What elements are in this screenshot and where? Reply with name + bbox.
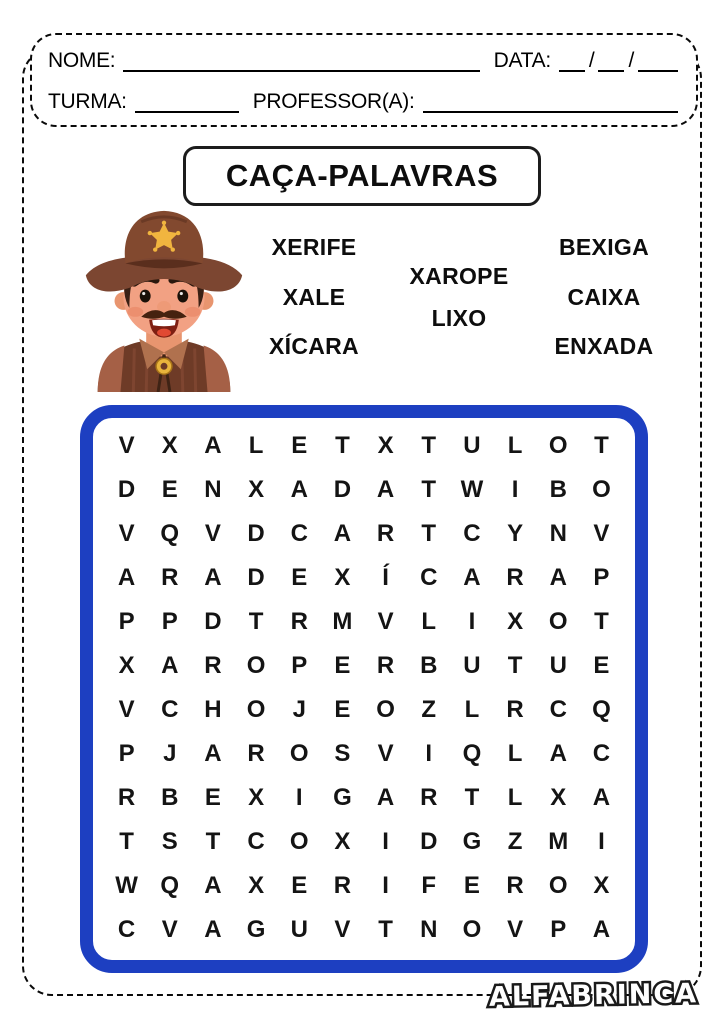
grid-cell: E xyxy=(291,564,308,591)
grid-cell: B xyxy=(549,476,567,503)
date-year-line xyxy=(638,48,678,72)
grid-cell: R xyxy=(506,696,524,723)
grid-cell: X xyxy=(334,828,351,855)
grid-cell: G xyxy=(462,828,482,855)
grid-cell: R xyxy=(420,784,438,811)
word-item: BEXIGA xyxy=(559,234,649,260)
grid-cell: C xyxy=(161,696,179,723)
grid-cell: P xyxy=(118,740,135,767)
grid-cell: V xyxy=(118,696,135,723)
grid-cell: U xyxy=(290,916,308,943)
grid-cell: C xyxy=(463,520,481,547)
grid-cell: T xyxy=(421,520,437,547)
grid-cell: G xyxy=(246,916,266,943)
word-item: ENXADA xyxy=(554,333,654,359)
grid-cell: R xyxy=(161,564,179,591)
date-label: DATA: xyxy=(493,48,551,72)
grid-cell: V xyxy=(507,916,524,943)
grid-cell: Y xyxy=(507,520,524,547)
grid-cell: D xyxy=(247,520,265,547)
grid-cell: O xyxy=(548,608,568,635)
grid-cell: O xyxy=(376,696,395,723)
grid-cell: C xyxy=(247,828,265,855)
grid-cell: N xyxy=(204,476,222,503)
grid-cell: W xyxy=(460,476,484,503)
grid-cell: L xyxy=(507,784,523,811)
grid-cell: A xyxy=(204,740,222,767)
word-item: CAIXA xyxy=(567,283,641,310)
grid-cell: I xyxy=(382,872,389,899)
grid-cell: J xyxy=(163,740,177,767)
word-item: XALE xyxy=(282,283,346,310)
worksheet-title-box xyxy=(183,146,541,206)
grid-cell: T xyxy=(205,828,221,855)
brand-logo: ALFABRINCA xyxy=(488,978,699,1013)
grid-cell: E xyxy=(291,872,308,899)
grid-cell: D xyxy=(333,476,352,503)
grid-cell: G xyxy=(333,784,352,811)
grid-cell: Q xyxy=(592,696,611,723)
grid-cell: A xyxy=(549,740,567,767)
grid-cell: C xyxy=(290,520,308,547)
name-date-row xyxy=(48,48,678,72)
grid-cell: O xyxy=(592,476,611,503)
grid-cell: L xyxy=(248,432,264,459)
grid-cell: R xyxy=(117,784,136,811)
grid-cell: D xyxy=(420,828,438,855)
word-column-2 xyxy=(403,236,515,358)
grid-cell: T xyxy=(421,432,437,459)
grid-cell: T xyxy=(119,828,134,855)
grid-cell: V xyxy=(377,740,394,767)
grid-cell: A xyxy=(592,916,611,943)
grid-cell: R xyxy=(506,564,524,591)
grid-cell: A xyxy=(463,564,481,591)
grid-cell: R xyxy=(204,652,222,679)
grid-cell: L xyxy=(507,432,523,459)
grid-cell: R xyxy=(506,872,524,899)
grid-cell: Z xyxy=(507,828,523,855)
grid-cell: V xyxy=(204,520,221,547)
grid-cell: D xyxy=(204,608,222,635)
grid-cell: L xyxy=(421,608,437,635)
grid-cell: A xyxy=(204,564,222,591)
grid-cell: T xyxy=(378,916,393,943)
grid-cell: X xyxy=(118,652,135,679)
worksheet-title: CAÇA-PALAVRAS xyxy=(225,158,499,193)
grid-cell: T xyxy=(464,784,480,811)
grid-cell: E xyxy=(161,476,178,503)
class-fill-line xyxy=(135,89,239,113)
class-label: TURMA: xyxy=(48,89,127,113)
wordsearch-frame xyxy=(80,405,648,973)
grid-cell: X xyxy=(248,784,265,811)
grid-cell: A xyxy=(161,652,179,679)
word-column-3 xyxy=(548,236,660,358)
grid-cell: N xyxy=(549,520,567,547)
teacher-label: PROFESSOR(A): xyxy=(252,89,415,113)
grid-cell: I xyxy=(598,828,605,855)
grid-cell: U xyxy=(463,432,481,459)
word-column-1 xyxy=(258,236,370,358)
grid-cell: M xyxy=(332,608,353,635)
grid-cell: I xyxy=(468,608,476,635)
grid-cell: R xyxy=(376,520,395,547)
grid-cell: V xyxy=(118,432,135,459)
grid-cell: E xyxy=(334,652,351,679)
class-teacher-row xyxy=(48,89,678,113)
grid-cell: R xyxy=(247,740,265,767)
wordsearch-grid xyxy=(93,418,635,960)
grid-cell: V xyxy=(593,520,610,547)
grid-cell: V xyxy=(377,608,394,635)
grid-cell: N xyxy=(420,916,438,943)
grid-cell: R xyxy=(376,652,395,679)
name-label: NOME: xyxy=(48,48,116,72)
grid-cell: X xyxy=(593,872,610,899)
grid-cell: F xyxy=(421,872,437,899)
grid-cell: S xyxy=(334,740,351,767)
grid-cell: X xyxy=(248,872,265,899)
grid-cell: L xyxy=(464,696,480,723)
grid-cell: I xyxy=(295,784,303,811)
grid-cell: E xyxy=(334,696,351,723)
grid-cell: M xyxy=(548,828,569,855)
grid-cell: Í xyxy=(382,564,389,591)
grid-cell: O xyxy=(548,432,568,459)
grid-cell: P xyxy=(550,916,567,943)
grid-cell: O xyxy=(462,916,482,943)
grid-cell: P xyxy=(593,564,610,591)
grid-cell: D xyxy=(117,476,136,503)
grid-cell: A xyxy=(592,784,611,811)
grid-cell: A xyxy=(290,476,308,503)
grid-cell: X xyxy=(248,476,265,503)
grid-cell: T xyxy=(594,432,609,459)
grid-cell: T xyxy=(594,608,609,635)
grid-cell: S xyxy=(161,828,178,855)
grid-cell: Z xyxy=(421,696,437,723)
grid-cell: O xyxy=(548,872,568,899)
grid-cell: O xyxy=(289,740,309,767)
grid-cell: Q xyxy=(462,740,482,767)
grid-cell: V xyxy=(161,916,178,943)
grid-cell: C xyxy=(549,696,567,723)
grid-cell: O xyxy=(246,696,266,723)
word-item: XÍCARA xyxy=(269,333,359,359)
grid-cell: E xyxy=(463,872,480,899)
grid-cell: A xyxy=(204,872,222,899)
grid-cell: X xyxy=(507,608,524,635)
student-info-box xyxy=(30,33,698,127)
grid-cell: B xyxy=(161,784,179,811)
grid-cell: A xyxy=(204,432,222,459)
grid-cell: I xyxy=(382,828,389,855)
grid-cell: C xyxy=(117,916,136,943)
grid-cell: O xyxy=(246,652,266,679)
grid-cell: W xyxy=(115,872,138,899)
grid-cell: V xyxy=(118,520,135,547)
word-item: XAROPE xyxy=(409,262,509,289)
grid-cell: U xyxy=(463,652,481,679)
grid-cell: L xyxy=(507,740,523,767)
grid-cell: A xyxy=(117,564,136,591)
grid-cell: X xyxy=(334,564,351,591)
grid-cell: X xyxy=(550,784,567,811)
grid-cell: T xyxy=(421,476,437,503)
grid-cell: T xyxy=(248,608,264,635)
grid-cell: O xyxy=(289,828,309,855)
grid-cell: H xyxy=(204,696,222,723)
grid-cell: J xyxy=(292,696,306,723)
word-item: LIXO xyxy=(431,304,487,331)
word-item: XERIFE xyxy=(271,234,357,260)
grid-cell: C xyxy=(420,564,438,591)
grid-cell: U xyxy=(549,652,567,679)
grid-cell: T xyxy=(507,652,523,679)
grid-cell: X xyxy=(161,432,178,459)
date-month-line xyxy=(598,48,624,72)
grid-cell: I xyxy=(511,476,519,503)
grid-cell: A xyxy=(376,476,395,503)
grid-cell: E xyxy=(204,784,221,811)
grid-cell: P xyxy=(291,652,308,679)
grid-cell: Q xyxy=(160,872,180,899)
grid-cell: Q xyxy=(160,520,180,547)
grid-cell: B xyxy=(420,652,438,679)
grid-cell: P xyxy=(161,608,178,635)
teacher-fill-line xyxy=(423,89,679,113)
grid-cell: P xyxy=(118,608,135,635)
grid-cell: I xyxy=(425,740,433,767)
date-separator: / xyxy=(628,48,634,72)
grid-cell: E xyxy=(593,652,610,679)
grid-cell: A xyxy=(376,784,395,811)
name-fill-line xyxy=(123,48,479,72)
grid-cell: R xyxy=(333,872,352,899)
grid-cell: A xyxy=(333,520,352,547)
date-separator: / xyxy=(588,48,595,72)
grid-cell: V xyxy=(334,916,351,943)
cowboy-sheriff-icon xyxy=(78,204,250,392)
grid-cell: D xyxy=(247,564,265,591)
date-day-line xyxy=(559,48,585,72)
grid-cell: X xyxy=(377,432,394,459)
grid-cell: A xyxy=(204,916,222,943)
cowboy-sheriff-svg xyxy=(78,204,250,392)
grid-cell: T xyxy=(335,432,350,459)
grid-cell: A xyxy=(549,564,567,591)
grid-cell: R xyxy=(290,608,308,635)
word-list xyxy=(258,236,660,358)
grid-cell: C xyxy=(592,740,611,767)
grid-cell: E xyxy=(291,432,308,459)
